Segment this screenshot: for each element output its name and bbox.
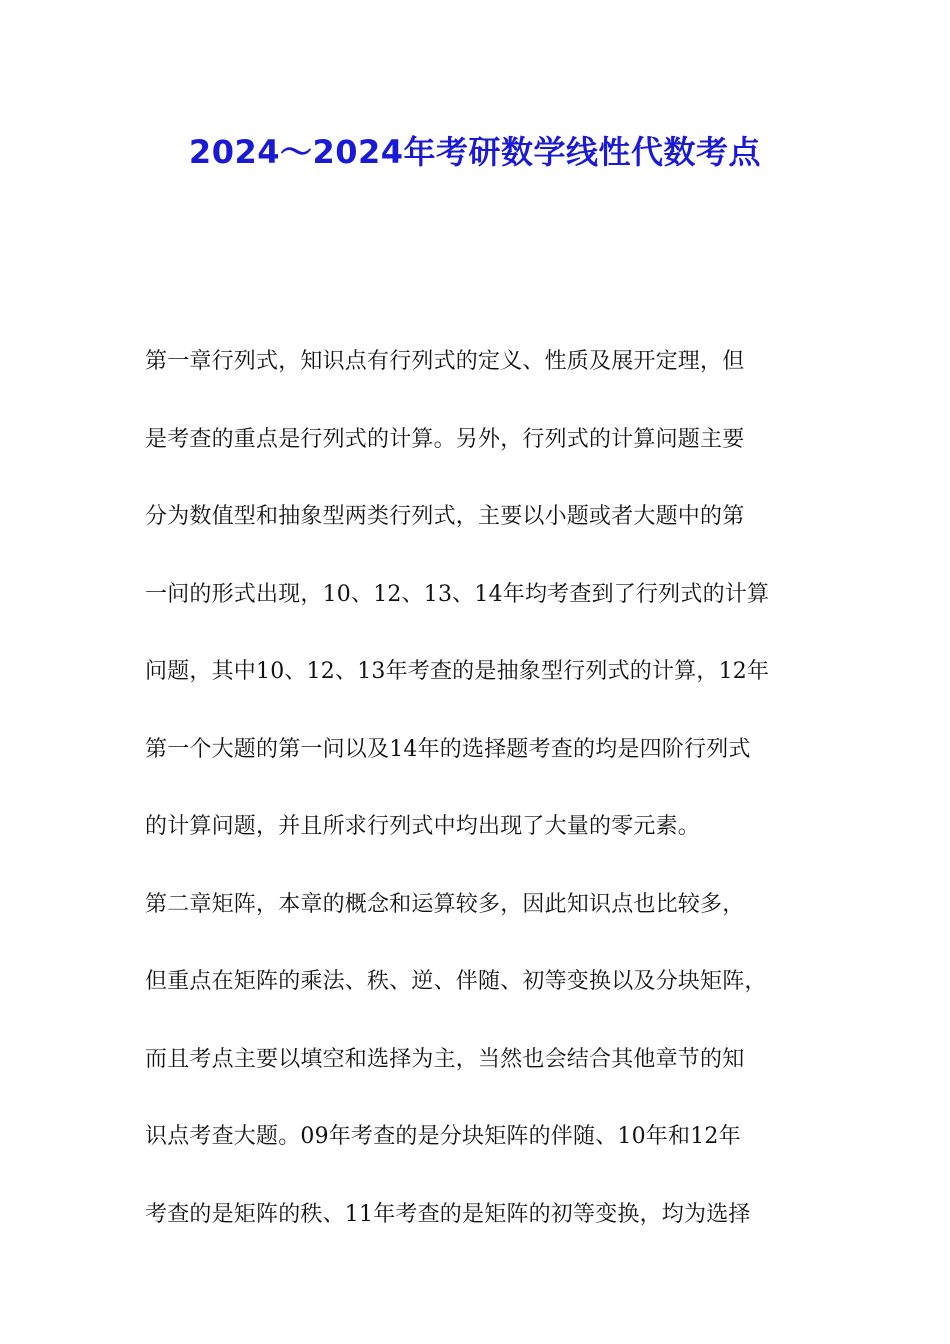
- text-line: 识点考查大题。09年考查的是分块矩阵的伴随、10年和12年: [145, 1124, 741, 1149]
- text-line: 考查的是矩阵的秩、11年考查的是矩阵的初等变换，均为选择: [145, 1201, 751, 1227]
- document-body: [145, 336, 815, 1266]
- text-line: 问题，其中10、12、13年考查的是抽象型行列式的计算，12年: [145, 659, 770, 684]
- paragraph-matrices: [145, 879, 815, 1241]
- text-line: 一问的形式出现，10、12、13、14年均考查到了行列式的计算: [145, 581, 770, 607]
- text-line: 的计算问题，并且所求行列式中均出现了大量的零元素。: [145, 814, 701, 839]
- text-line: 第二章矩阵，本章的概念和运算较多，因此知识点也比较多，: [145, 891, 745, 917]
- text-line: 第一章行列式，知识点有行列式的定义、性质及展开定理，但: [145, 349, 745, 374]
- text-line: 但重点在矩阵的乘法、秩、逆、伴随、初等变换以及分块矩阵，: [145, 969, 767, 994]
- paragraph-determinants: [145, 336, 815, 853]
- text-line: 而且考点主要以填空和选择为主，当然也会结合其他章节的知: [145, 1046, 745, 1072]
- text-line: 第一个大题的第一问以及14年的选择题考查的均是四阶行列式: [145, 736, 751, 762]
- text-line: 分为数值型和抽象型两类行列式，主要以小题或者大题中的第: [145, 504, 745, 529]
- document-title: 2024～2024年考研数学线性代数考点: [188, 133, 762, 171]
- text-line: 是考查的重点是行列式的计算。另外，行列式的计算问题主要: [145, 426, 745, 452]
